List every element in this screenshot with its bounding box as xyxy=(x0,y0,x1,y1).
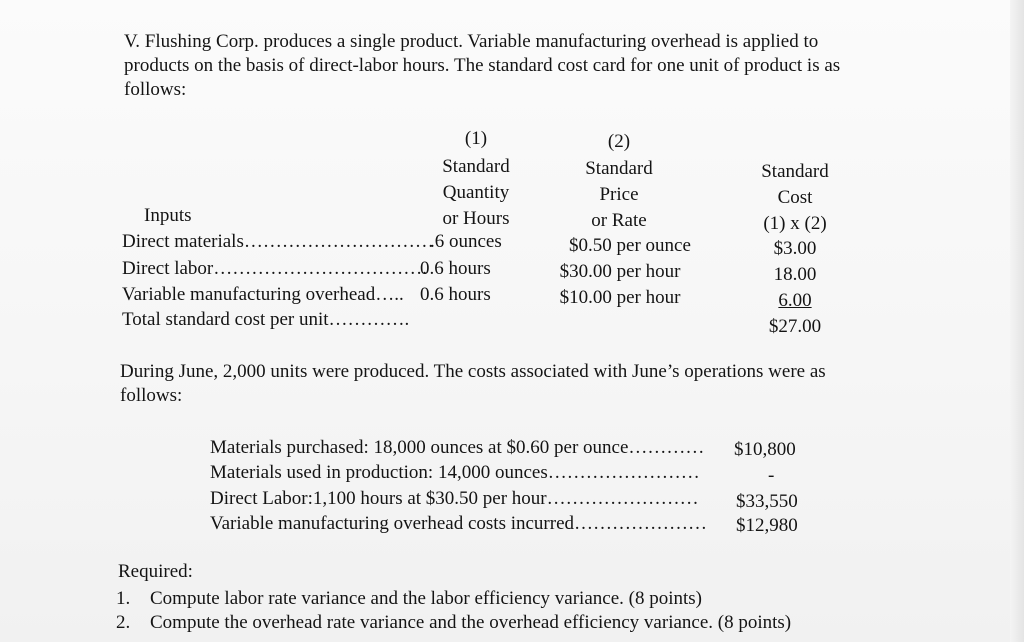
required-item-1-number: 1. xyxy=(116,588,131,609)
required-item-2 xyxy=(116,611,791,635)
row-direct-labor-price: $30.00 per hour xyxy=(559,261,681,282)
cost-overhead-value: $12,980 xyxy=(736,515,798,536)
total-label: Total standard cost per unit…………. xyxy=(122,309,410,330)
col1-header-line2: Quantity xyxy=(442,182,510,203)
col2-header-line3: or Rate xyxy=(591,210,647,231)
col3-header-line3: (1) x (2) xyxy=(763,213,827,234)
row-direct-materials-qty: .6 ounces xyxy=(430,231,502,252)
cost-materials-purchased-label: Materials purchased: 18,000 ounces at $0.60 per ounce………… xyxy=(210,437,705,458)
required-item-2-number: 2. xyxy=(116,612,131,633)
row-direct-labor-cost: 18.00 xyxy=(773,264,817,285)
row-overhead-qty: 0.6 hours xyxy=(420,284,491,305)
cost-materials-used-label: Materials used in production: 14,000 ounces…………………… xyxy=(210,462,700,483)
row-direct-materials-price: $0.50 per ounce xyxy=(569,235,691,256)
row-overhead-cost: 6.00 xyxy=(778,290,812,311)
col2-header-number: (2) xyxy=(607,131,631,152)
cost-materials-used-value: - xyxy=(768,465,775,486)
cost-direct-labor-value: $33,550 xyxy=(736,491,798,512)
col2-header-line2: Price xyxy=(599,184,639,205)
col1-header-number: (1) xyxy=(464,128,488,149)
required-item-1-text: Compute labor rate variance and the labor efficiency variance. (8 points) xyxy=(150,588,702,609)
cost-direct-labor-label: Direct Labor:1,100 hours at $30.50 per hour…………………… xyxy=(210,488,699,509)
row-direct-labor-qty: 0.6 hours xyxy=(420,258,491,279)
col3-header-line2: Cost xyxy=(777,187,813,208)
june-line-2: follows: xyxy=(120,385,183,406)
intro-line-2: products on the basis of direct-labor hours. The standard cost card for one unit of product is as xyxy=(124,55,841,76)
col2-header-line1: Standard xyxy=(585,158,653,179)
cost-overhead-label: Variable manufacturing overhead costs incurred………………… xyxy=(210,513,708,534)
row-direct-materials-label: Direct materials………………………… xyxy=(122,231,434,252)
june-line-1: During June, 2,000 units were produced. The costs associated with June’s operations were as xyxy=(120,361,826,382)
required-heading: Required: xyxy=(118,561,193,582)
required-item-1 xyxy=(116,587,702,611)
intro-line-3: follows: xyxy=(124,79,187,100)
row-overhead-label: Variable manufacturing overhead….. xyxy=(122,284,404,305)
cost-materials-purchased-value: $10,800 xyxy=(734,439,796,460)
inputs-label: Inputs xyxy=(144,205,192,226)
total-cost: $27.00 xyxy=(768,316,822,337)
row-direct-labor-label: Direct labor……………………………. xyxy=(122,258,428,279)
required-item-2-text: Compute the overhead rate variance and the overhead efficiency variance. (8 points) xyxy=(150,612,792,633)
intro-line-1: V. Flushing Corp. produces a single product. Variable manufacturing overhead is applied to xyxy=(124,31,819,52)
problem-intro xyxy=(124,30,904,102)
col3-header-line1: Standard xyxy=(761,161,829,182)
col1-header-line1: Standard xyxy=(442,156,510,177)
col1-header-line3: or Hours xyxy=(442,208,510,229)
row-overhead-price: $10.00 per hour xyxy=(559,287,681,308)
row-direct-materials-cost: $3.00 xyxy=(773,238,817,259)
page-edge-shadow xyxy=(1010,0,1024,642)
